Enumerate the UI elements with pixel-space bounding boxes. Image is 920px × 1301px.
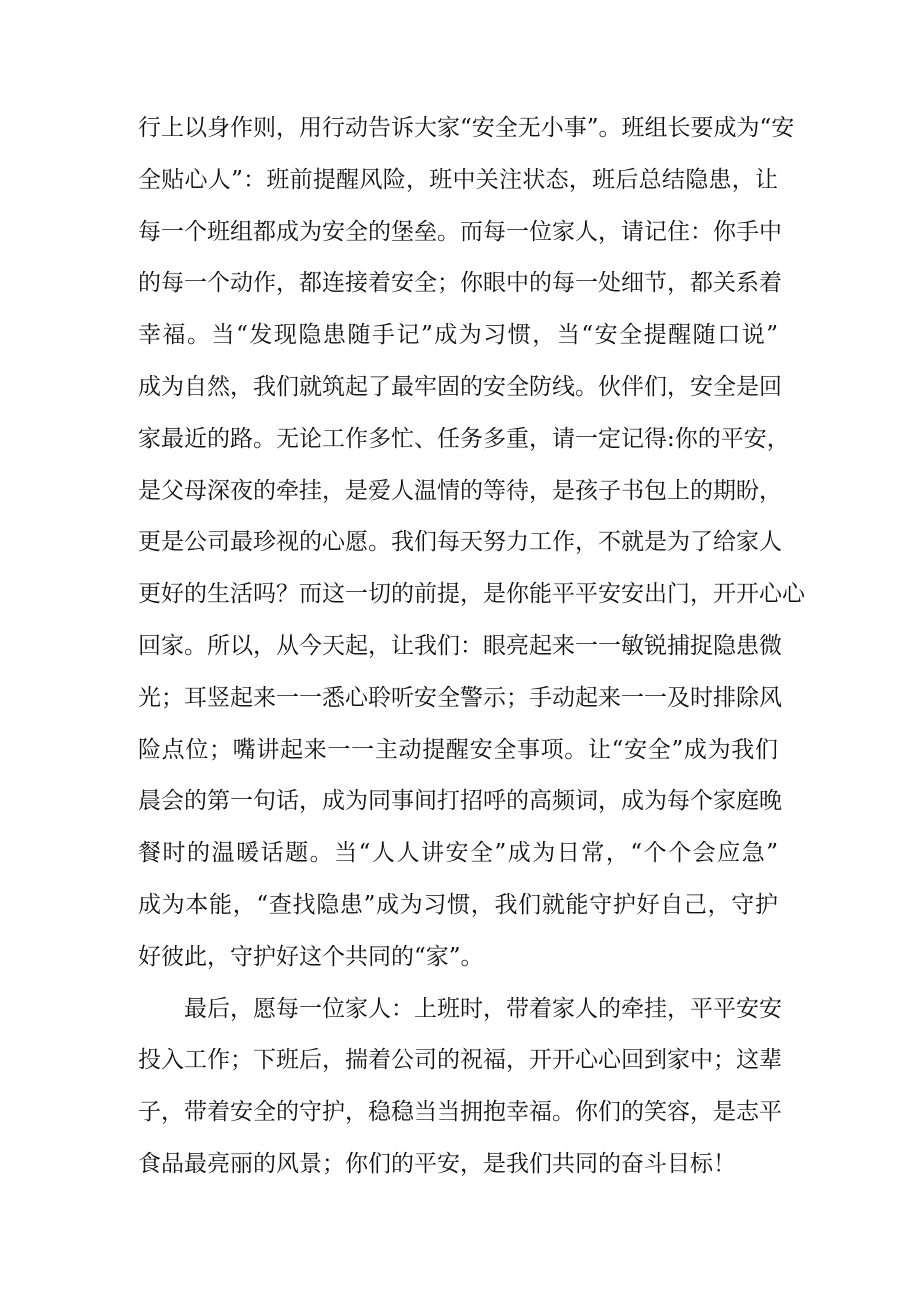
- text-line: 险点位；嘴讲起来一一主动提醒安全事项。让“安全”成为我们: [138, 736, 778, 763]
- text-line: 成为本能，“查找隐患”成为习惯，我们就能守护好自己，守护: [138, 891, 778, 918]
- text-line: 幸福。当“发现隐患随手记”成为习惯，当“安全提醒随口说”: [138, 322, 778, 349]
- text-line: 回家。所以，从今天起，让我们：眼亮起来一一敏锐捕捉隐患微: [138, 632, 782, 659]
- text-line: 好彼此，守护好这个共同的“家”。: [138, 943, 484, 970]
- text-line: 餐时的温暖话题。当“人人讲安全”成为日常，“个个会应急”: [138, 840, 778, 867]
- document-body: [138, 103, 805, 1191]
- text-line: 晨会的第一句话，成为同事间打招呼的高频词，成为每个家庭晚: [138, 788, 782, 815]
- text-line: 的每一个动作，都连接着安全；你眼中的每一处细节，都关系着: [138, 270, 782, 297]
- text-line: 投入工作；下班后，揣着公司的祝福，开开心心回到家中；这辈: [138, 1047, 782, 1074]
- text-line: 更好的生活吗？而这一切的前提，是你能平平安安出门，开开心心: [138, 581, 805, 608]
- paragraph-1: [138, 103, 805, 984]
- text-line: 光；耳竖起来一一悉心聆听安全警示；手动起来一一及时排除风: [138, 684, 782, 711]
- paragraph-2: [138, 984, 782, 1191]
- text-line: 最后，愿每一位家人：上班时，带着家人的牵挂，平平安安: [138, 995, 782, 1022]
- text-line: 行上以身作则，用行动告诉大家“安全无小事”。班组长要成为“安: [138, 115, 795, 141]
- text-line: 子，带着安全的守护，稳稳当当拥抱幸福。你们的笑容，是志平: [138, 1099, 782, 1126]
- text-line: 食品最亮丽的风景；你们的平安，是我们共同的奋斗目标！: [138, 1150, 736, 1177]
- text-line: 家最近的路。无论工作多忙、任务多重，请一定记得:你的平安，: [138, 425, 790, 452]
- text-line: 更是公司最珍视的心愿。我们每天努力工作，不就是为了给家人: [138, 529, 782, 556]
- text-line: 全贴心人”：班前提醒风险，班中关注状态，班后总结隐患，让: [138, 166, 778, 193]
- text-line: 成为自然，我们就筑起了最牢固的安全防线。伙伴们，安全是回: [138, 373, 782, 400]
- text-line: 每一个班组都成为安全的堡垒。而每一位家人，请记住：你手中: [138, 218, 782, 245]
- text-line: 是父母深夜的牵挂，是爱人温情的等待，是孩子书包上的期盼，: [138, 477, 782, 504]
